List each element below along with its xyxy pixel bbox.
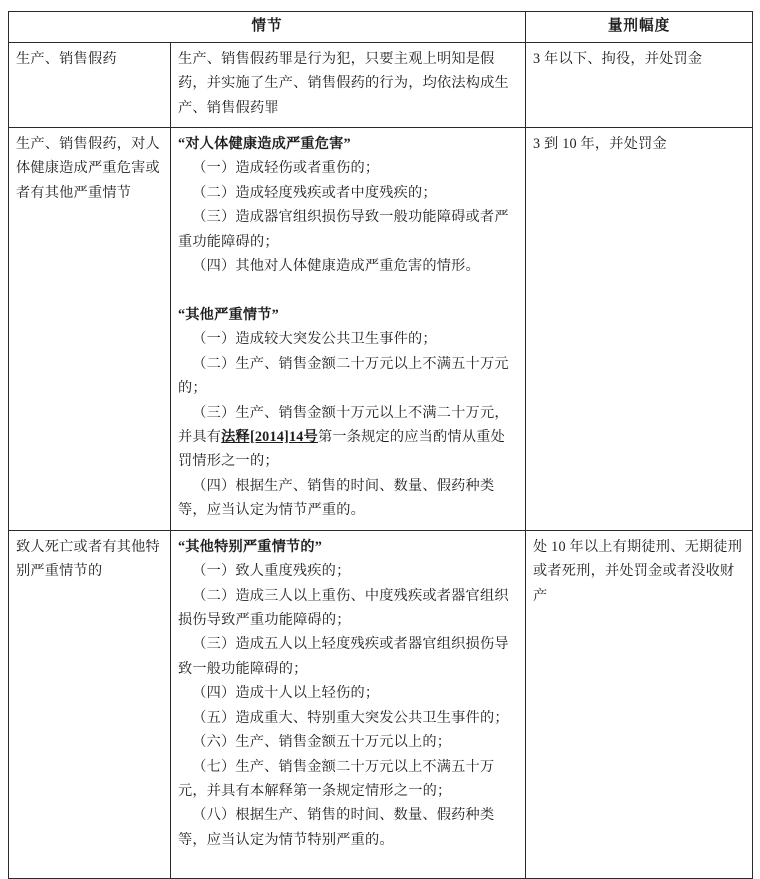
column-header-sentencing-range: 量刑幅度 xyxy=(526,12,753,43)
paragraph-spacer xyxy=(178,278,518,302)
detail-item: （三）造成五人以上轻度残疾或者器官组织损伤导致一般功能障碍的； xyxy=(178,636,509,677)
table-header xyxy=(9,12,753,43)
detail-item: （七）生产、销售金额二十万元以上不满五十万元，并具有本解释第一条规定情形之一的； xyxy=(178,758,495,799)
detail-item: （一）致人重度残疾的； xyxy=(192,563,351,580)
detail-item: （二）造成三人以上重伤、中度残疾或者器官组织损伤导致严重功能障碍的； xyxy=(178,587,509,628)
sentencing-table xyxy=(8,11,753,879)
detail-item: （二）生产、销售金额二十万元以上不满五十万元的； xyxy=(178,355,509,397)
detail-item: （四）造成十人以上轻伤的； xyxy=(192,685,380,702)
row-detail-cell xyxy=(171,530,526,878)
table-row xyxy=(9,127,753,530)
detail-paragraph: 生产、销售假药罪是行为犯，只要主观上明知是假药，并实施了生产、销售假药的行为，均依法构成生产、销售假药罪 xyxy=(178,50,509,116)
row-category-cell: 生产、销售假药 xyxy=(9,42,171,127)
detail-item: （四）其他对人体健康造成严重危害的情形。 xyxy=(192,258,480,275)
detail-item: （一）造成较大突发公共卫生事件的； xyxy=(192,331,437,348)
detail-item: （八）根据生产、销售的时间、数量、假药种类等，应当认定为情节特别严重的。 xyxy=(178,807,495,848)
detail-subheading: “其他严重情节” xyxy=(178,306,279,323)
column-header-circumstance: 情节 xyxy=(9,12,526,43)
detail-item: （六）生产、销售金额五十万元以上的； xyxy=(192,734,452,751)
table-body xyxy=(9,42,753,878)
detail-item-with-reference: （三）生产、销售金额十万元以上不满二十万元，并具有法释[2014]14号第一条规定的应当酌情从重处罚情形之一的； xyxy=(178,404,509,470)
detail-subheading: “其他特别严重情节的” xyxy=(178,538,323,555)
detail-subheading: “对人体健康造成严重危害” xyxy=(178,135,351,152)
table-row xyxy=(9,42,753,127)
detail-item: （二）造成轻度残疾或者中度残疾的； xyxy=(192,184,437,201)
row-penalty-cell: 3 年以下、拘役，并处罚金 xyxy=(526,42,753,127)
header-row xyxy=(9,12,753,43)
row-category-cell: 生产、销售假药，对人体健康造成严重危害或者有其他严重情节 xyxy=(9,127,171,530)
detail-item: （一）造成轻伤或者重伤的； xyxy=(192,160,380,177)
detail-item: （五）造成重大、特别重大突发公共卫生事件的； xyxy=(192,709,509,726)
row-detail-cell xyxy=(171,127,526,530)
detail-item: （三）造成器官组织损伤导致一般功能障碍或者严重功能障碍的； xyxy=(178,209,509,250)
judicial-interpretation-reference-link[interactable]: 法释[2014]14号 xyxy=(221,429,318,446)
row-penalty-cell: 3 到 10 年，并处罚金 xyxy=(526,127,753,530)
detail-item: （四）根据生产、销售的时间、数量、假药种类等，应当认定为情节严重的。 xyxy=(178,477,495,519)
row-penalty-cell: 处 10 年以上有期徒刑、无期徒刑或者死刑，并处罚金或者没收财产 xyxy=(526,530,753,878)
row-detail-cell xyxy=(171,42,526,127)
table-row xyxy=(9,530,753,878)
row-category-cell: 致人死亡或者有其他特别严重情节的 xyxy=(9,530,171,878)
